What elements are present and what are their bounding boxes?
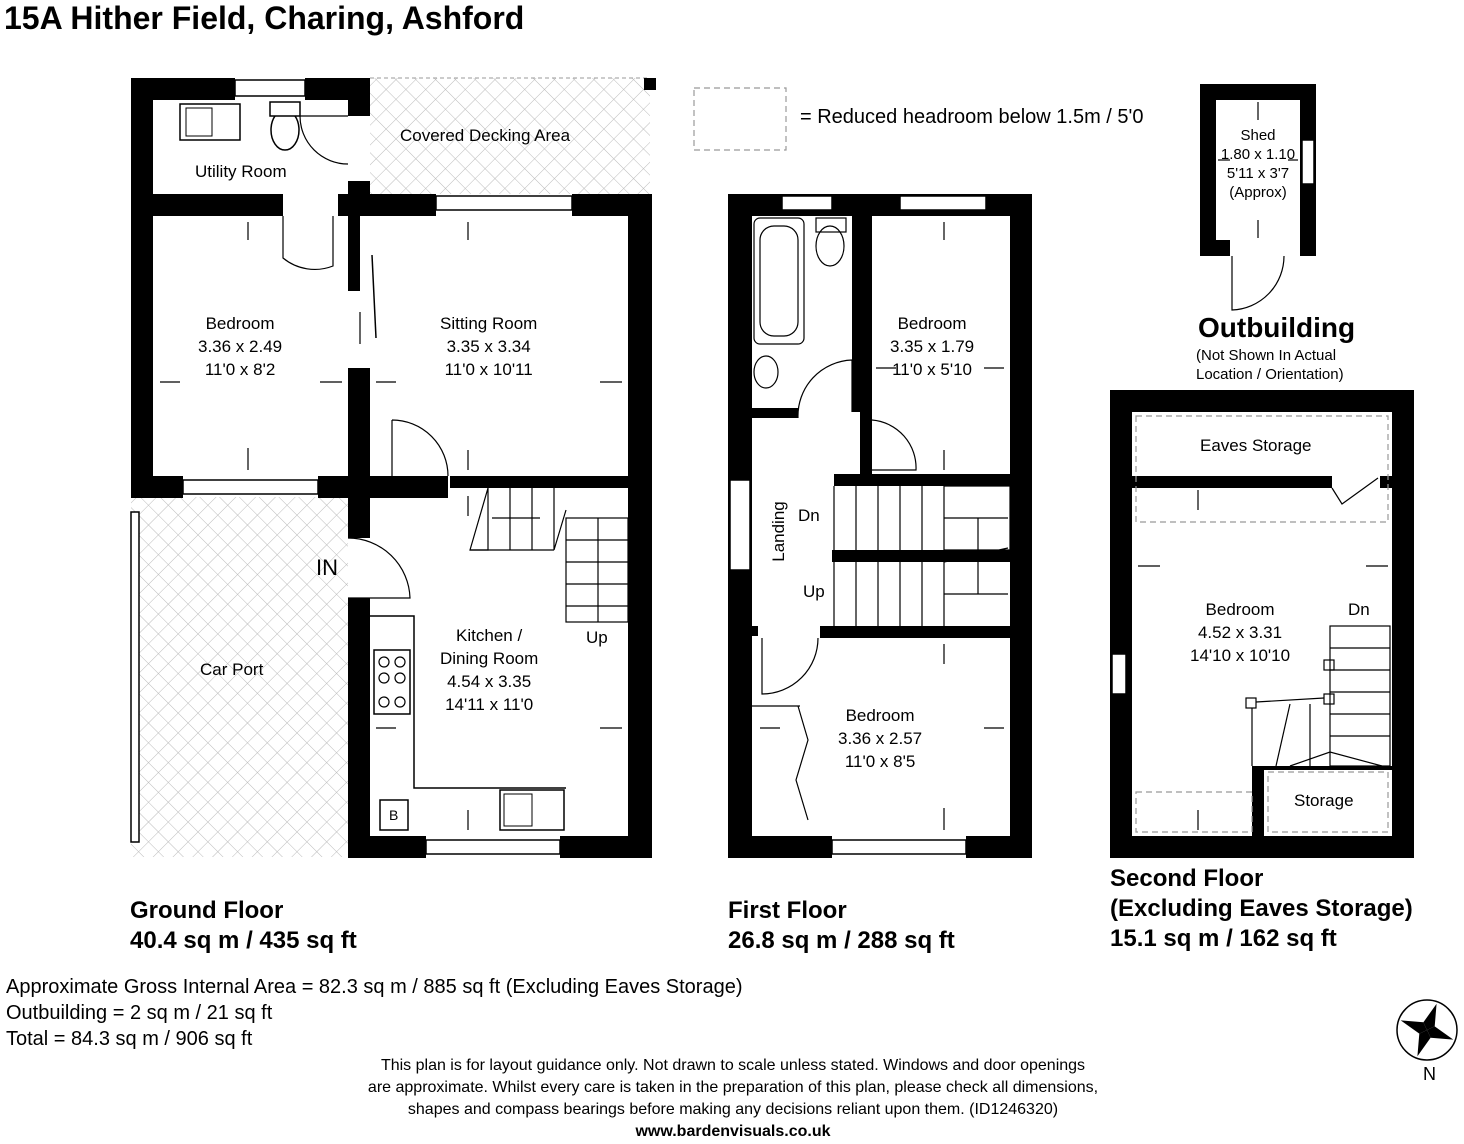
disclaimer-line: This plan is for layout guidance only. Not drawn to scale unless stated. Windows and door openings	[380, 1057, 1086, 1074]
legend-box	[694, 88, 786, 150]
outbuilding-note	[1196, 346, 1344, 384]
outbuilding-note-line: Location / Orientation)	[1196, 366, 1344, 383]
room-name: Covered Decking Area	[400, 126, 571, 145]
room-name: Dining Room	[440, 649, 539, 668]
disclaimer-line: are approximate. Whilst every care is taken in the preparation of this plan, please check all dimensions,	[367, 1079, 1099, 1096]
room-name: Shed	[1240, 127, 1276, 144]
shed-label	[1210, 126, 1306, 202]
room-note: (Approx)	[1229, 184, 1287, 201]
room-metric: 3.35 x 3.34	[446, 337, 531, 356]
floor-area: 26.8 sq m / 288 sq ft	[728, 927, 955, 954]
room-metric: 4.52 x 3.31	[1197, 623, 1283, 642]
room-imperial: 14'10 x 10'10	[1190, 646, 1291, 665]
entrance-label: IN	[316, 555, 338, 580]
kitchen-label	[440, 624, 538, 716]
car-port-label	[200, 658, 263, 681]
utility-room-label	[195, 160, 287, 183]
area-totals	[6, 974, 742, 1052]
ground-floor-summary	[130, 896, 357, 956]
room-imperial: 11'0 x 8'2	[204, 360, 276, 379]
second-floor-summary	[1110, 864, 1413, 954]
floor-name: Ground Floor	[130, 897, 284, 924]
room-imperial: 11'0 x 5'10	[892, 360, 973, 379]
disclaimer-line: shapes and compass bearings before making any decisions reliant upon them. (ID1246320)	[407, 1101, 1059, 1118]
floor-name: First Floor	[728, 897, 847, 924]
eaves-storage-label: Eaves Storage	[1200, 436, 1312, 455]
room-name: Bedroom	[845, 706, 915, 725]
outbuilding-area: Outbuilding = 2 sq m / 21 sq ft	[6, 1002, 273, 1024]
compass-rose	[1397, 1000, 1457, 1060]
room-imperial: 14'11 x 11'0	[445, 695, 534, 714]
compass-north-label: N	[1423, 1064, 1436, 1084]
room-name: Bedroom	[897, 314, 967, 333]
ff-bedroom-b-label	[838, 704, 922, 773]
disclaimer	[300, 1055, 1166, 1143]
total-area: Total = 84.3 sq m / 906 sq ft	[6, 1028, 253, 1050]
ff-stairs-down-label: Dn	[798, 506, 820, 525]
room-name: Kitchen /	[456, 626, 523, 645]
storage-label: Storage	[1294, 791, 1354, 810]
floor-area: 15.1 sq m / 162 sq ft	[1110, 925, 1337, 952]
decking-label	[400, 124, 570, 147]
room-metric: 3.36 x 2.57	[838, 729, 923, 748]
gf-stairs-up-label: Up	[586, 628, 608, 647]
floor-name: (Excluding Eaves Storage)	[1110, 895, 1413, 922]
page-title: 15A Hither Field, Charing, Ashford	[4, 0, 525, 36]
room-metric: 3.35 x 1.79	[890, 337, 975, 356]
boiler-label: B	[389, 807, 399, 823]
room-metric: 4.54 x 3.35	[447, 672, 532, 691]
landing-label: Landing	[768, 501, 788, 562]
room-imperial: 5'11 x 3'7	[1226, 165, 1290, 182]
sitting-room-label	[440, 312, 537, 381]
room-name: Bedroom	[1205, 600, 1275, 619]
ground-floor-plan	[131, 78, 800, 858]
outbuilding-note-line: (Not Shown In Actual	[1196, 347, 1337, 364]
website-link[interactable]: www.bardenvisuals.co.uk	[635, 1123, 831, 1140]
sf-stairs-down-label: Dn	[1348, 600, 1370, 619]
floor-area: 40.4 sq m / 435 sq ft	[130, 927, 357, 954]
room-imperial: 11'0 x 8'5	[844, 752, 916, 771]
floor-name: Second Floor	[1110, 865, 1264, 892]
room-name: Utility Room	[195, 162, 287, 181]
ff-stairs-up-label: Up	[803, 582, 825, 601]
room-metric: 1.80 x 1.10	[1220, 146, 1296, 163]
gf-bedroom-label	[198, 312, 282, 381]
first-floor-summary	[728, 896, 955, 956]
ff-bedroom-a-label	[890, 312, 974, 381]
gross-area: Approximate Gross Internal Area = 82.3 sq m / 885 sq ft (Excluding Eaves Storage)	[6, 976, 743, 998]
legend-label: = Reduced headroom below 1.5m / 5'0	[800, 106, 1144, 128]
sf-bedroom-label	[1190, 598, 1290, 667]
room-imperial: 11'0 x 10'11	[444, 360, 533, 379]
room-name: Sitting Room	[440, 314, 538, 333]
outbuilding-heading: Outbuilding	[1198, 312, 1356, 343]
room-name: Car Port	[200, 660, 264, 679]
room-metric: 3.36 x 2.49	[198, 337, 283, 356]
room-name: Bedroom	[205, 314, 275, 333]
